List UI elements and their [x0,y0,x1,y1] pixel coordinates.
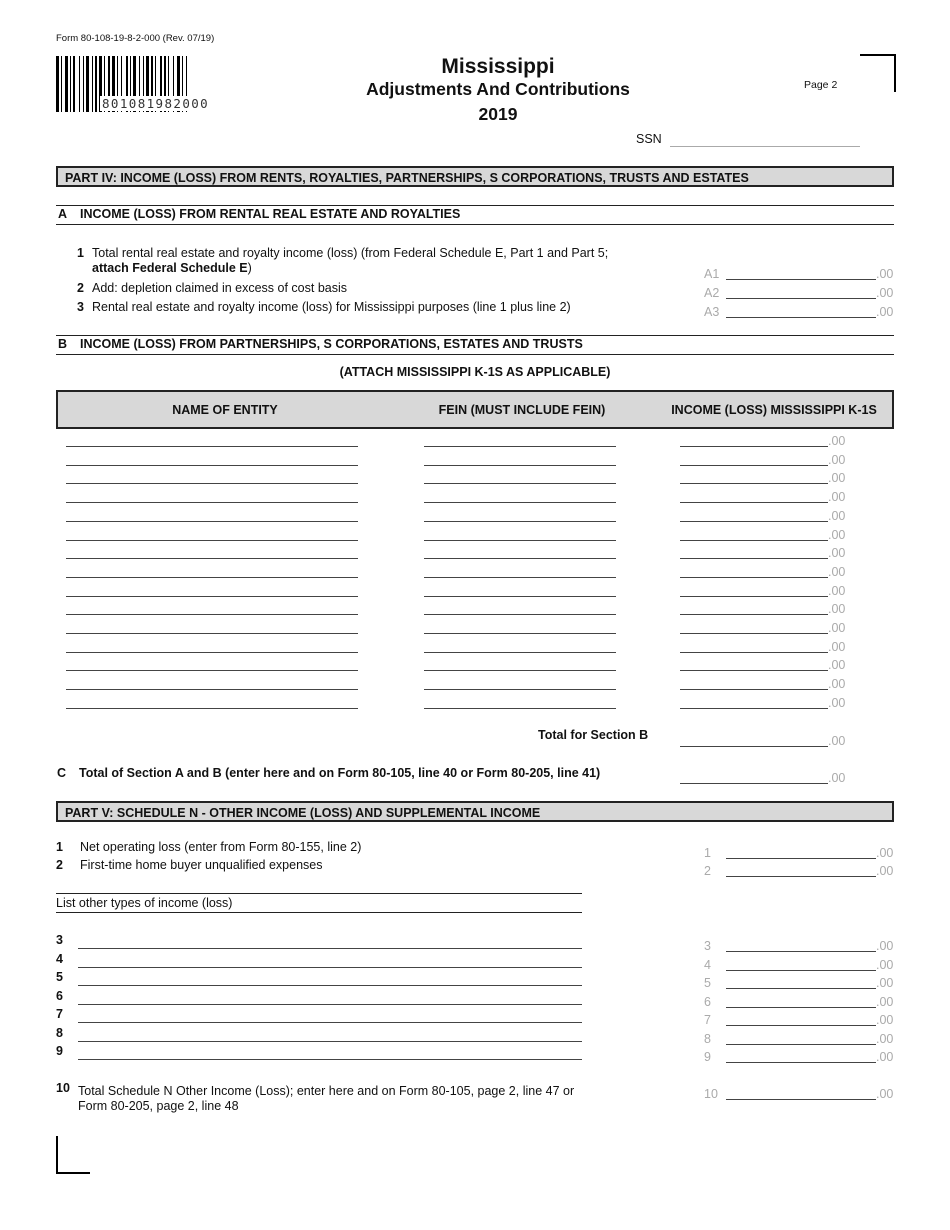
cents-label: .00 [876,286,894,300]
fein-input[interactable] [424,465,616,466]
cents-label: .00 [828,621,846,635]
form-title-state: Mississippi [441,55,555,78]
other-income-description-input[interactable] [78,985,582,986]
line-number: 4 [56,951,63,966]
field-label: 5 [704,976,711,990]
fein-input[interactable] [424,652,616,653]
cents-label: .00 [828,583,846,598]
field-n2[interactable] [704,863,894,879]
other-income-description-input[interactable] [78,1041,582,1042]
amount-line[interactable] [726,858,876,859]
income-input[interactable] [680,614,828,615]
section-a-heading [56,205,894,225]
other-income-field[interactable] [704,1031,894,1047]
cents-label: .00 [876,1050,894,1064]
fein-input[interactable] [424,483,616,484]
registration-mark [860,54,896,92]
other-income-field[interactable] [704,938,894,954]
field-label: A2 [704,286,720,300]
barcode-number: 801081982000 [102,96,210,111]
fein-input[interactable] [424,614,616,615]
cents-label: .00 [828,508,846,523]
entity-name-input[interactable] [66,596,358,597]
amount-line[interactable] [726,1007,876,1008]
section-title: INCOME (LOSS) FROM RENTAL REAL ESTATE AND ROYALTIES [80,207,461,221]
fein-input[interactable] [424,708,616,709]
other-income-description-input[interactable] [78,1059,582,1060]
cents-label: .00 [876,1031,894,1046]
cents-label: .00 [876,1013,894,1027]
income-input[interactable] [680,502,828,503]
field-label: 8 [704,1031,711,1046]
field-label: 4 [704,957,711,972]
line-number: 9 [56,1044,63,1058]
field-label: 9 [704,1050,711,1064]
k1-table-header [56,390,894,429]
section-c-title: Total of Section A and B (enter here and on Form 80-105, line 40 or Form 80-205, line 41) [79,766,601,780]
line-number: 2 [77,281,84,295]
income-input[interactable] [680,633,828,634]
entity-name-input[interactable] [66,483,358,484]
other-income-field[interactable] [704,1049,894,1065]
income-input[interactable] [680,540,828,541]
line-number: 5 [56,970,63,984]
other-income-field[interactable] [704,1012,894,1028]
line-number: 3 [77,300,84,314]
field-label: 7 [704,1013,711,1027]
entity-name-input[interactable] [66,633,358,634]
other-income-description-input[interactable] [78,1022,582,1023]
cents-label: .00 [828,490,846,505]
entity-name-input[interactable] [66,689,358,690]
cents-label: .00 [876,846,894,860]
form-title: Adjustments And Contributions [366,79,630,99]
other-income-field[interactable] [704,975,894,991]
amount-line[interactable] [726,1025,876,1026]
line-text: First-time home buyer unqualified expenses [80,858,323,872]
section-b-heading [56,335,894,355]
line-text: Rental real estate and royalty income (loss) for Mississippi purposes (line 1 plus line 2) [92,300,571,314]
field-label: 6 [704,994,711,1009]
other-income-heading [56,893,582,913]
section-title: INCOME (LOSS) FROM PARTNERSHIPS, S CORPORATIONS, ESTATES AND TRUSTS [80,337,583,351]
fein-input[interactable] [424,502,616,503]
amount-line[interactable] [726,298,876,299]
line-text: Add: depletion claimed in excess of cost basis [92,281,347,295]
cents-label: .00 [828,734,846,748]
amount-line[interactable] [726,988,876,989]
section-b-total-field[interactable] [680,733,860,749]
line-number: 3 [56,933,63,947]
cents-label: .00 [828,452,846,467]
amount-line[interactable] [726,1062,876,1063]
column-header-fein: FEIN (MUST INCLUDE FEIN) [438,403,606,417]
amount-line[interactable] [680,746,828,747]
line-text: Total Schedule N Other Income (Loss); enter here and on Form 80-105, page 2, line 47 or [78,1084,575,1098]
income-input[interactable] [680,577,828,578]
entity-name-input[interactable] [66,614,358,615]
section-letter: A [58,207,68,221]
amount-line[interactable] [726,1044,876,1045]
income-input[interactable] [680,596,828,597]
other-income-field[interactable] [704,957,894,973]
page-label: Page 2 [804,79,838,91]
field-label: 10 [704,1087,718,1101]
income-input[interactable] [680,708,828,709]
line-text: Total rental real estate and royalty income (loss) (from Federal Schedule E, Part 1 and Part 5; [92,246,609,260]
cents-label: .00 [828,695,846,710]
part4-heading: PART IV: INCOME (LOSS) FROM RENTS, ROYALTIES, PARTNERSHIPS, S CORPORATIONS, TRUSTS AND ESTATES [56,166,894,187]
cents-label: .00 [828,602,846,617]
line-number: 6 [56,988,63,1003]
section-letter: B [58,337,68,351]
amount-line[interactable] [726,876,876,877]
other-income-description-input[interactable] [78,948,582,949]
column-header-income: INCOME (LOSS) MISSISSIPPI K-1S [671,403,877,417]
cents-label: .00 [876,1087,894,1101]
amount-line[interactable] [726,279,876,280]
part5-heading: PART V: SCHEDULE N - OTHER INCOME (LOSS) AND SUPPLEMENTAL INCOME [56,801,894,822]
entity-name-input[interactable] [66,540,358,541]
section-c-letter: C [57,766,67,780]
entity-name-input[interactable] [66,558,358,559]
line-text-2: Form 80-205, page 2, line 48 [78,1099,239,1113]
entity-name-input[interactable] [66,446,358,447]
section-b-total-label: Total for Section B [538,728,649,742]
field-label: A1 [704,267,720,281]
entity-name-input[interactable] [66,577,358,578]
cents-label: .00 [828,677,846,692]
income-input[interactable] [680,521,828,522]
section-b-note: (ATTACH MISSISSIPPI K-1S AS APPLICABLE) [339,365,611,379]
fein-input[interactable] [424,596,616,597]
cents-label: .00 [828,546,846,561]
field-n1[interactable] [704,845,894,861]
registration-mark [56,1136,90,1174]
cents-label: .00 [828,639,846,654]
field-a1[interactable] [704,266,894,282]
other-income-heading-text: List other types of income (loss) [56,896,233,910]
line-text-bold: attach Federal Schedule E [92,261,248,275]
ssn-input[interactable] [670,146,860,147]
field-label: 3 [704,939,711,953]
fein-input[interactable] [424,689,616,690]
cents-label: .00 [876,994,894,1009]
cents-label: .00 [876,976,894,990]
income-input[interactable] [680,652,828,653]
fein-input[interactable] [424,670,616,671]
cents-label: .00 [828,471,846,486]
cents-label: .00 [876,957,894,972]
entity-name-input[interactable] [66,708,358,709]
fein-input[interactable] [424,521,616,522]
line-number: 1 [77,246,84,260]
fein-input[interactable] [424,633,616,634]
cents-label: .00 [876,267,894,281]
field-a2[interactable] [704,285,894,301]
field-label: 2 [704,864,711,878]
fein-input[interactable] [424,577,616,578]
field-label: 1 [704,846,711,860]
income-input[interactable] [680,483,828,484]
line-number: 8 [56,1025,63,1040]
entity-name-input[interactable] [66,521,358,522]
amount-line[interactable] [726,970,876,971]
cents-label: .00 [876,305,894,319]
section-c-field[interactable] [680,770,860,786]
ssn-label: SSN [636,132,662,146]
amount-line[interactable] [726,317,876,318]
entity-name-input[interactable] [66,502,358,503]
income-input[interactable] [680,670,828,671]
field-n10[interactable] [704,1086,894,1102]
line-number: 1 [56,840,63,854]
income-input[interactable] [680,558,828,559]
cents-label: .00 [828,771,846,785]
line-text-tail: ) [247,261,252,275]
cents-label: .00 [828,564,846,579]
line-text-2 [92,261,252,275]
line-number: 2 [56,858,63,872]
field-a3[interactable] [704,304,894,320]
form-year: 2019 [478,104,518,124]
other-income-description-input[interactable] [78,967,582,968]
entity-name-input[interactable] [66,465,358,466]
fein-input[interactable] [424,446,616,447]
entity-name-input[interactable] [66,670,358,671]
line-number: 10 [56,1081,70,1095]
income-input[interactable] [680,446,828,447]
line-text: Net operating loss (enter from Form 80-155, line 2) [80,840,362,854]
fein-input[interactable] [424,540,616,541]
amount-line[interactable] [726,1099,876,1100]
income-input[interactable] [680,689,828,690]
other-income-description-input[interactable] [78,1004,582,1005]
column-header-entity: NAME OF ENTITY [172,403,278,417]
fein-input[interactable] [424,558,616,559]
entity-name-input[interactable] [66,652,358,653]
cents-label: .00 [828,658,846,673]
cents-label: .00 [828,527,846,542]
other-income-field[interactable] [704,994,894,1010]
form-number: Form 80-108-19-8-2-000 (Rev. 07/19) [56,33,215,44]
amount-line[interactable] [726,951,876,952]
amount-line[interactable] [680,783,828,784]
line-number: 7 [56,1007,63,1021]
cents-label: .00 [876,939,894,953]
cents-label: .00 [828,434,846,448]
income-input[interactable] [680,465,828,466]
field-label: A3 [704,305,720,319]
cents-label: .00 [876,864,894,878]
